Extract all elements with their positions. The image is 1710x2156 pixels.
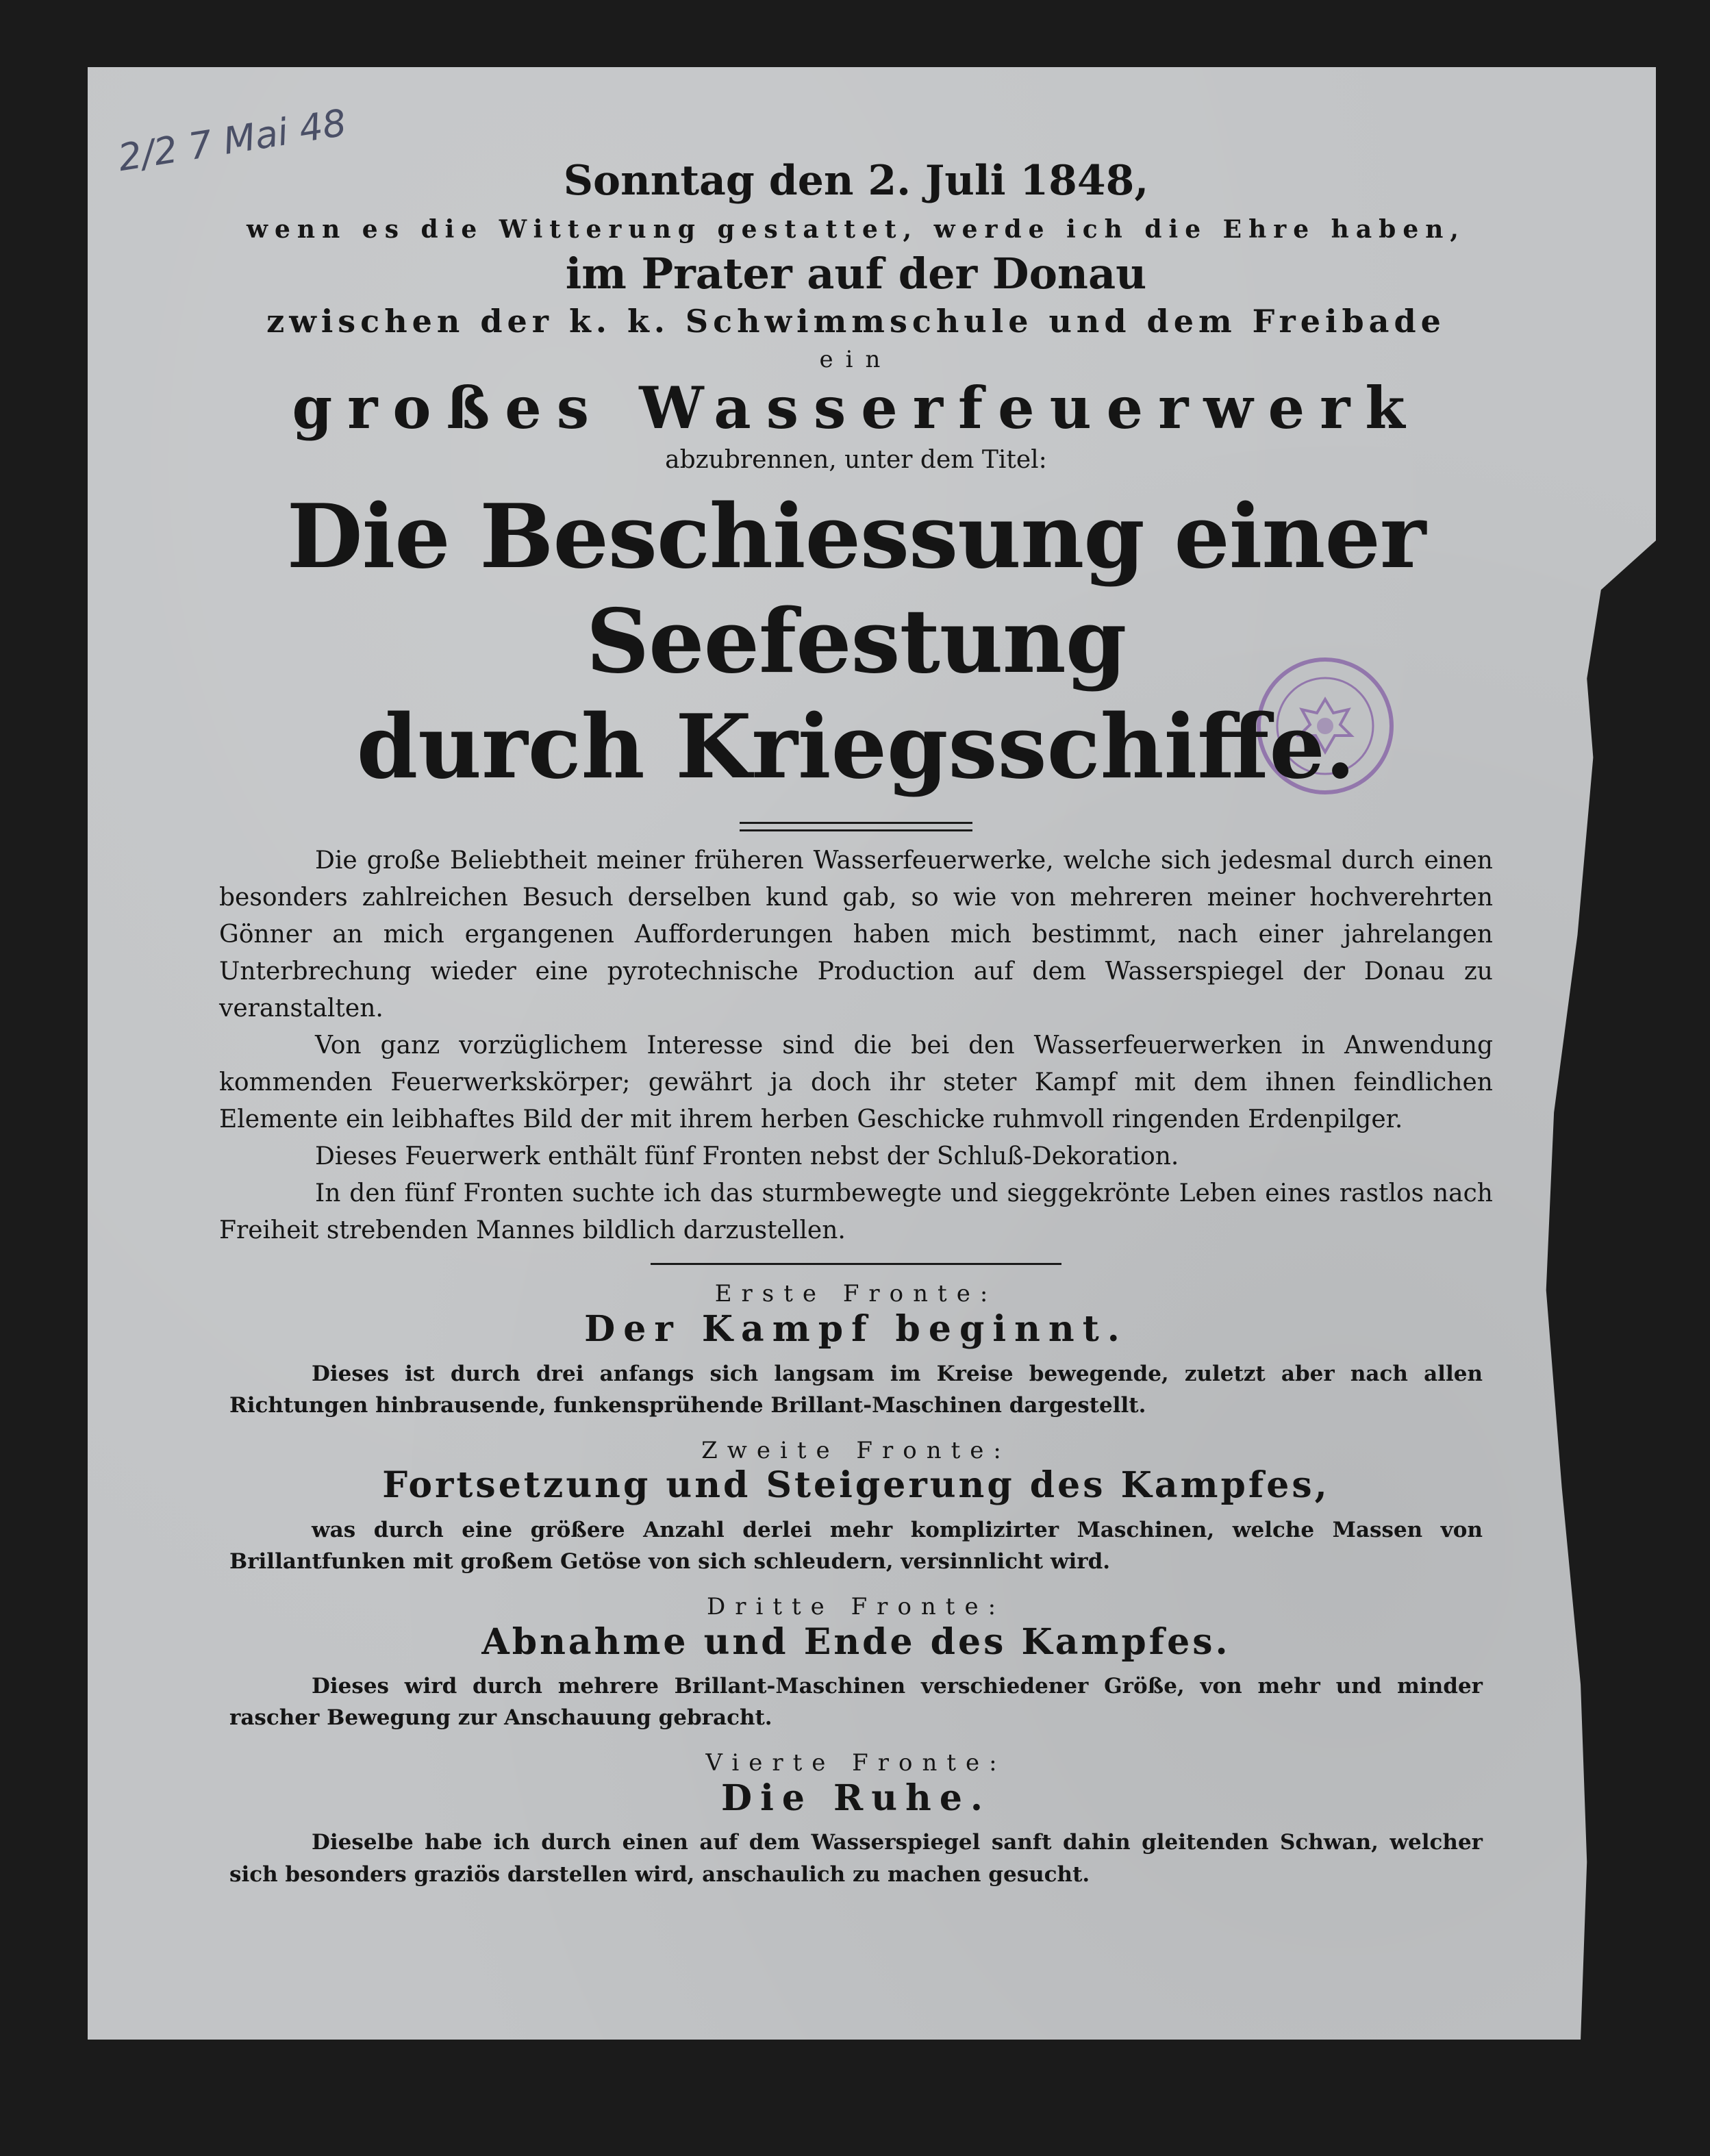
subtitle-line: abzubrennen, unter dem Titel: xyxy=(665,446,1047,475)
front-1-title: Der Kampf beginnt. xyxy=(584,1308,1128,1351)
weather-line: wenn es die Witterung gestattet, werde ich die Ehre haben, xyxy=(247,215,1466,244)
front-2-label: Zweite Fronte: xyxy=(701,1436,1011,1464)
front-1-description-text: Dieses ist durch drei anfangs sich langsam im Kreise bewegende, zuletzt aber nach allen Richtungen hinbrausende, funkensprühende Brillant-Maschinen dargestellt. xyxy=(229,1361,1483,1418)
poster-content xyxy=(205,151,1507,1890)
main-title-line-2: durch Kriegsschiffe. xyxy=(356,695,1356,799)
front-3-title: Abnahme und Ende des Kampfes. xyxy=(481,1620,1231,1663)
intro-paragraph-3: Dieses Feuerwerk enthält fünf Fronten nebst der Schluß-Dekoration. xyxy=(315,1142,1179,1171)
intro-paragraph-4: In den fünf Fronten suchte ich das sturmbewegte und sieggekrönte Leben eines rastlos nach Freiheit strebenden Mannes bildlich darzustellen. xyxy=(219,1179,1493,1245)
front-1-label: Erste Fronte: xyxy=(714,1280,998,1308)
front-2-description xyxy=(229,1514,1483,1578)
main-title-line-1: Die Beschiessung einer Seefestung xyxy=(286,485,1426,694)
front-2-title: Fortsetzung und Steigerung des Kampfes, xyxy=(382,1464,1330,1507)
ein-line: ein xyxy=(819,345,893,373)
date-line: Sonntag den 2. Juli 1848, xyxy=(563,157,1149,205)
front-4-description-text: Dieselbe habe ich durch einen auf dem Wasserspiegel sanft dahin gleitenden Schwan, welcher sich besonders graziös darstellen wird, anschaulich zu machen gesucht. xyxy=(229,1830,1483,1887)
title-divider xyxy=(740,822,972,831)
location-line: im Prater auf der Donau xyxy=(565,249,1147,299)
intro-paragraph-1: Die große Beliebtheit meiner früheren Wasserfeuerwerke, welche sich jedesmal durch einen besonders zahlreichen Besuch derselben kund gab, so wie von mehreren meiner hochverehrten Gönner an mich ergangenen Aufforderungen haben mich bestimmt, nach einer jahrelangen Unterbrechung wieder eine pyrotechnische Production auf dem Wasserspiegel der Donau zu veranstalten. xyxy=(219,847,1493,1023)
front-3-description xyxy=(229,1670,1483,1734)
front-3-label: Dritte Fronte: xyxy=(706,1592,1006,1620)
front-1-description xyxy=(229,1358,1483,1422)
handwritten-annotation: 2/2 7 Mai 48 xyxy=(115,101,349,180)
front-4-label: Vierte Fronte: xyxy=(705,1748,1007,1777)
front-4-description xyxy=(229,1827,1483,1890)
front-4-title: Die Ruhe. xyxy=(720,1777,992,1819)
front-2-description-text: was durch eine größere Anzahl derlei mehr komplizirter Maschinen, welche Massen von Brillantfunken mit großem Getöse von sich schleudern, versinnlicht wird. xyxy=(229,1517,1483,1575)
front-3-description-text: Dieses wird durch mehrere Brillant-Maschinen verschiedener Größe, von mehr und minder rascher Bewegung zur Anschauung gebracht. xyxy=(229,1673,1483,1731)
intro-divider xyxy=(651,1263,1061,1265)
between-line: zwischen der k. k. Schwimmschule und dem Freibade xyxy=(266,302,1446,340)
intro-text xyxy=(219,842,1493,1249)
event-line: großes Wasserfeuerwerk xyxy=(292,373,1420,442)
intro-paragraph-2: Von ganz vorzüglichem Interesse sind die bei den Wasserfeuerwerken in Anwendung kommenden Feuerwerkskörper; gewährt ja doch ihr steter Kampf mit dem ihnen feindlichen Elemente ein leibhaftes Bild der mit ihrem herben Geschicke ruhmvoll ringenden Erdenpilger. xyxy=(219,1031,1493,1134)
